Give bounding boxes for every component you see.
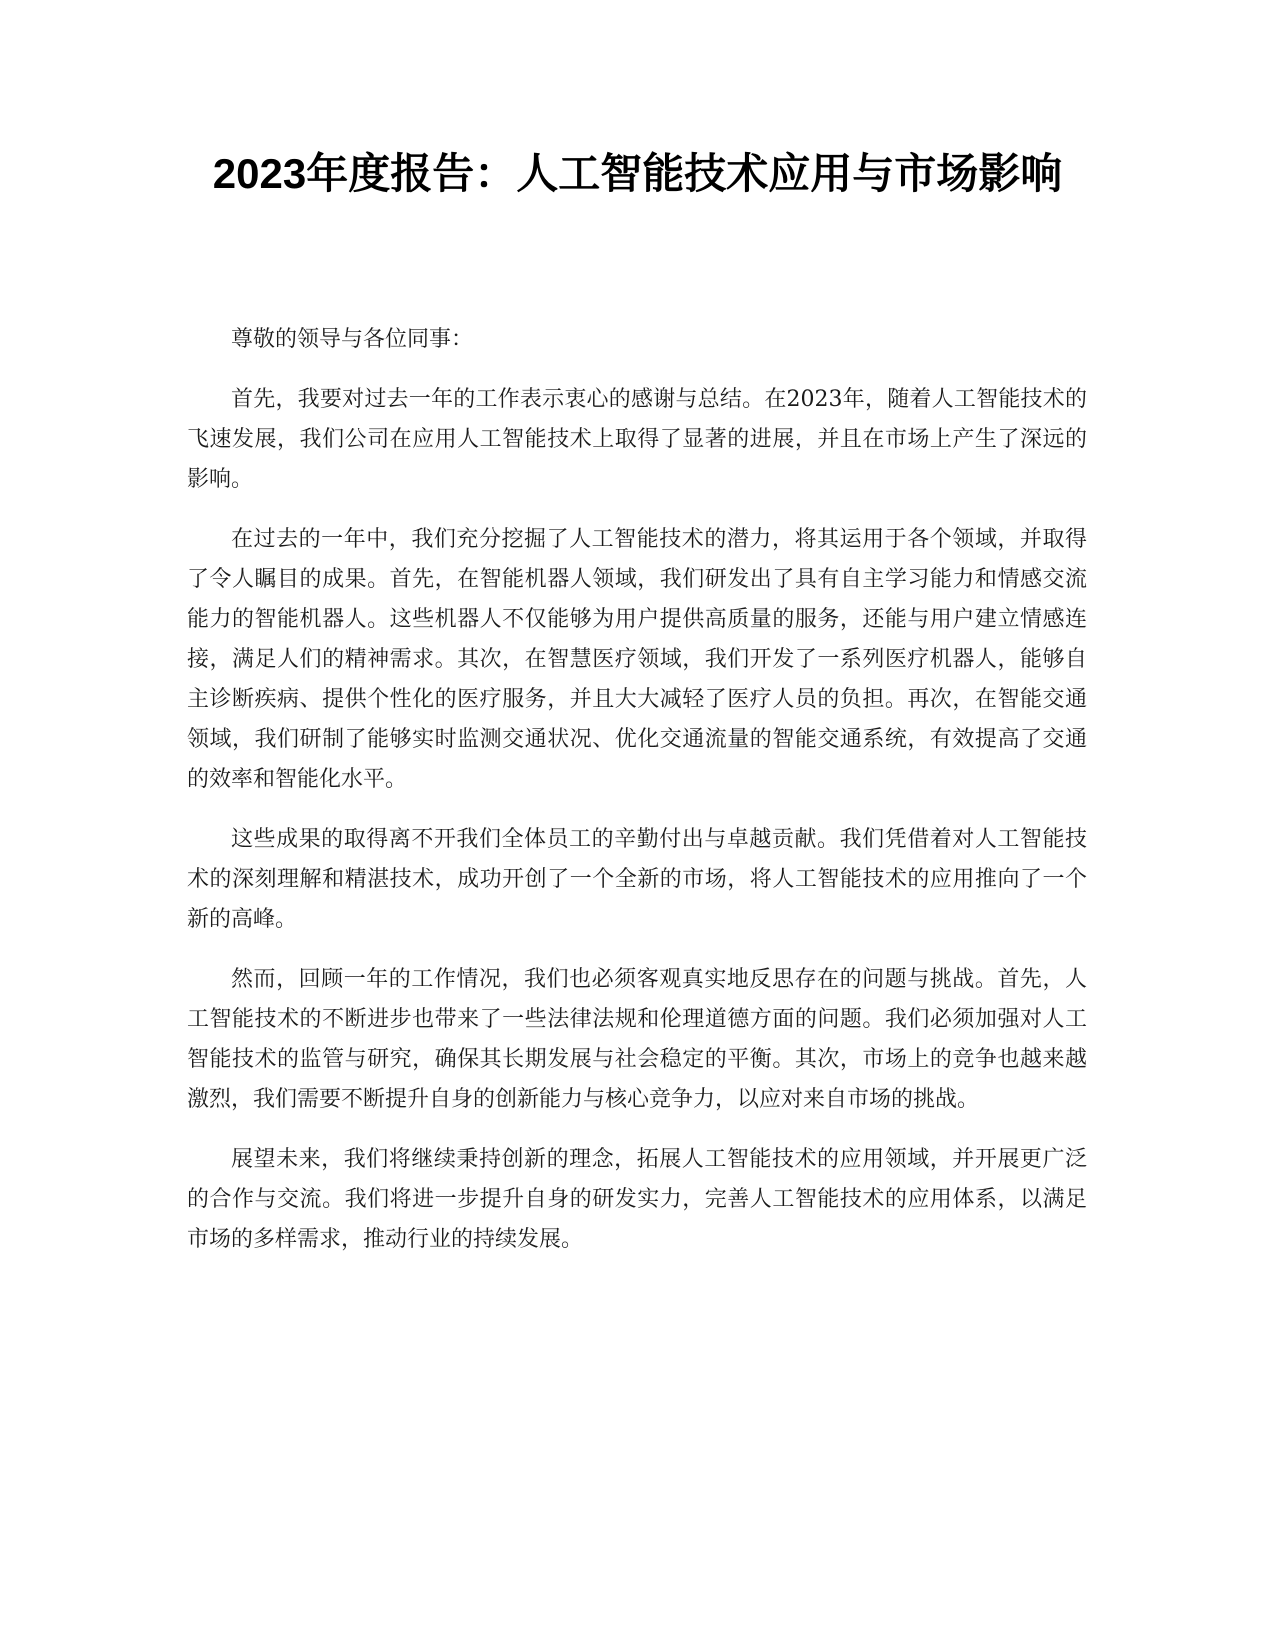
salutation: 尊敬的领导与各位同事： xyxy=(231,327,474,352)
paragraph-achievements: 在过去的一年中，我们充分挖掘了人工智能技术的潜力，将其运用于各个领域，并取得了令人瞩目的成果。首先，在智能机器人领域，我们研发出了具有自主学习能力和情感交流能力的智能机器人。这些机器人不仅能够为用户提供高质量的服务，还能与用户建立情感连接，满足人们的精神需求。其次，在智慧医疗领域，我们开发了一系列医疗机器人，能够自主诊断疾病、提供个性化的医疗服务，并且大大减轻了医疗人员的负担。再次，在智能交通领域，我们研制了能够实时监测交通状况、优化交通流量的智能交通系统，有效提高了交通的效率和智能化水平。 xyxy=(187,527,1087,792)
document-body xyxy=(187,320,1087,1280)
paragraph-challenges: 然而，回顾一年的工作情况，我们也必须客观真实地反思存在的问题与挑战。首先，人工智能技术的不断进步也带来了一些法律法规和伦理道德方面的问题。我们必须加强对人工智能技术的监管与研究，确保其长期发展与社会稳定的平衡。其次，市场上的竞争也越来越激烈，我们需要不断提升自身的创新能力与核心竞争力，以应对来自市场的挑战。 xyxy=(187,967,1087,1112)
paragraph-contributions: 这些成果的取得离不开我们全体员工的辛勤付出与卓越贡献。我们凭借着对人工智能技术的深刻理解和精湛技术，成功开创了一个全新的市场，将人工智能技术的应用推向了一个新的高峰。 xyxy=(187,827,1087,932)
paragraph-outlook: 展望未来，我们将继续秉持创新的理念，拓展人工智能技术的应用领域，并开展更广泛的合作与交流。我们将进一步提升自身的研发实力，完善人工智能技术的应用体系，以满足市场的多样需求，推动行业的持续发展。 xyxy=(187,1147,1087,1252)
document-title: 2023年度报告：人工智能技术应用与市场影响 xyxy=(212,150,1063,197)
paragraph-intro: 首先，我要对过去一年的工作表示衷心的感谢与总结。在2023年，随着人工智能技术的飞速发展，我们公司在应用人工智能技术上取得了显著的进展，并且在市场上产生了深远的影响。 xyxy=(187,387,1087,492)
